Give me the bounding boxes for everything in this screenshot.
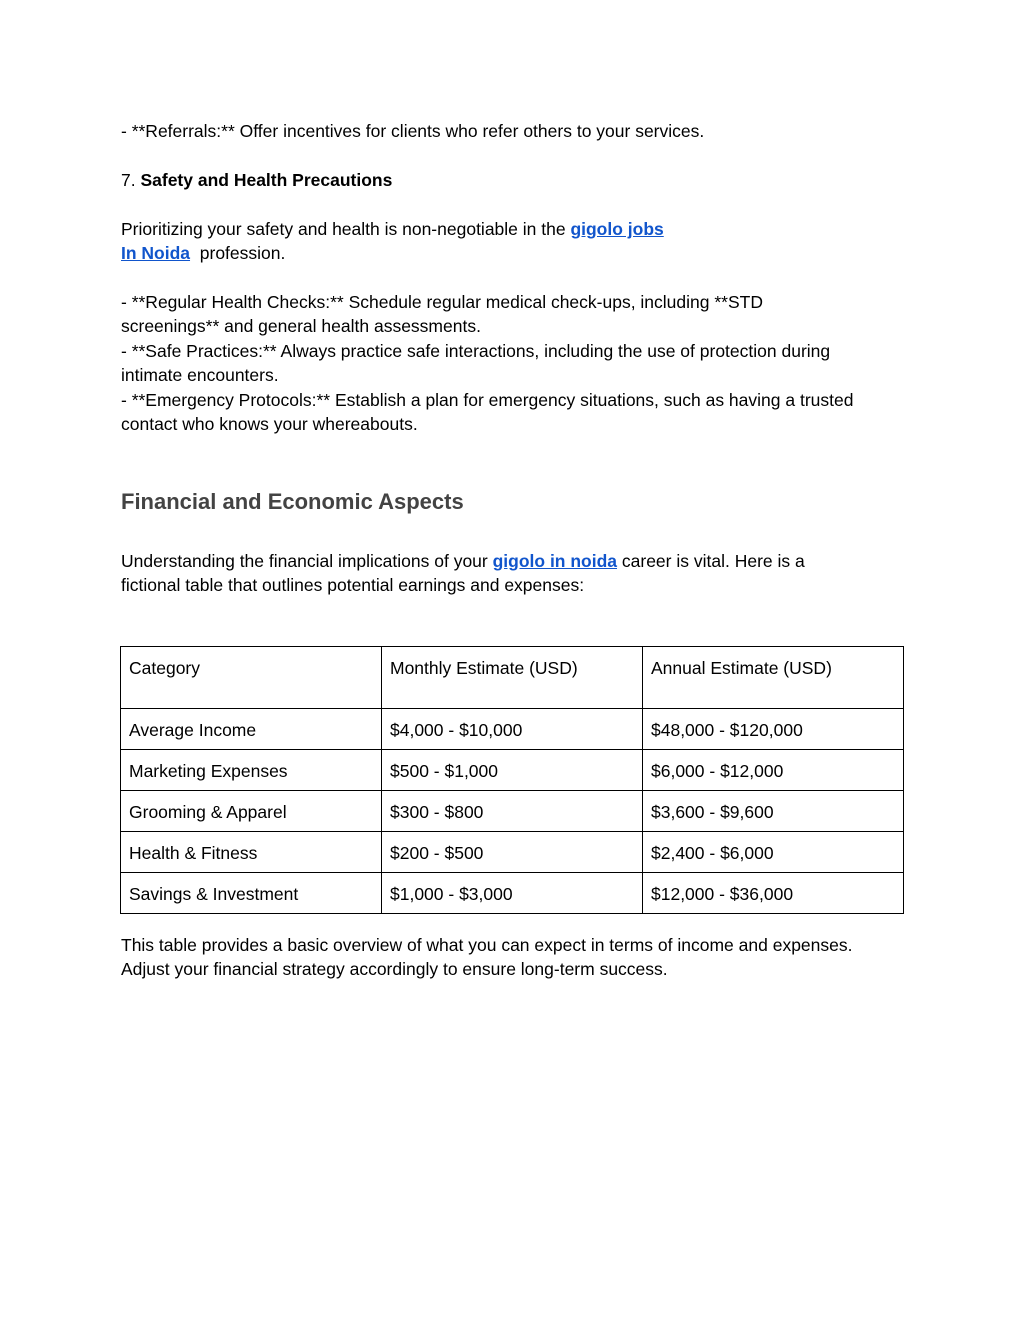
bullet-line: - **Regular Health Checks:** Schedule regular medical check-ups, including **STD: [121, 292, 763, 312]
table-cell: $200 - $500: [382, 832, 643, 873]
table-cell: Average Income: [121, 709, 382, 750]
table-cell: Savings & Investment: [121, 873, 382, 914]
section-title: Safety and Health Precautions: [140, 170, 393, 190]
bullet-line: intimate encounters.: [121, 365, 279, 385]
table-cell: $300 - $800: [382, 791, 643, 832]
table-cell: $500 - $1,000: [382, 750, 643, 791]
bullet-line: - **Safe Practices:** Always practice safe interactions, including the use of protection during: [121, 341, 831, 361]
in-noida-link[interactable]: In Noida: [121, 243, 191, 263]
table-cell: $3,600 - $9,600: [643, 791, 904, 832]
table-row: [121, 832, 904, 873]
table-cell: $48,000 - $120,000: [643, 709, 904, 750]
financial-intro-line-2: fictional table that outlines potential earnings and expenses:: [121, 575, 585, 595]
table-cell: $4,000 - $10,000: [382, 709, 643, 750]
financial-intro-line-1: [121, 549, 805, 574]
table-row: [121, 873, 904, 914]
table-cell: $2,400 - $6,000: [643, 832, 904, 873]
gigolo-jobs-link[interactable]: gigolo jobs: [570, 219, 664, 239]
table-cell: Health & Fitness: [121, 832, 382, 873]
table-cell: Grooming & Apparel: [121, 791, 382, 832]
section-number: 7.: [121, 170, 141, 190]
table-row: [121, 750, 904, 791]
section-7-heading: [121, 168, 392, 193]
table-cell: Marketing Expenses: [121, 750, 382, 791]
referrals-bullet: - **Referrals:** Offer incentives for clients who refer others to your services.: [121, 121, 705, 141]
bullet-line: screenings** and general health assessments.: [121, 316, 481, 336]
table-cell: $6,000 - $12,000: [643, 750, 904, 791]
financial-intro-tail: career is vital. Here is a: [617, 551, 805, 571]
bullet-line: contact who knows your whereabouts.: [121, 414, 418, 434]
table-cell: $1,000 - $3,000: [382, 873, 643, 914]
table-header-cell: Annual Estimate (USD): [643, 647, 904, 709]
closing-line-2: Adjust your financial strategy accordingly to ensure long-term success.: [121, 959, 668, 979]
earnings-table: [120, 646, 904, 914]
safety-intro-line-2: [121, 241, 285, 266]
bullet-line: - **Emergency Protocols:** Establish a plan for emergency situations, such as having a trusted: [121, 390, 854, 410]
safety-intro-text: Prioritizing your safety and health is non-negotiable in the: [121, 219, 571, 239]
gigolo-in-noida-link[interactable]: gigolo in noida: [492, 551, 618, 571]
section-heading: Financial and Economic Aspects: [121, 489, 464, 514]
financial-intro-text: Understanding the financial implications of your: [121, 551, 493, 571]
safety-intro-tail: profession.: [190, 243, 286, 263]
table-row: [121, 791, 904, 832]
table-header-cell: Category: [121, 647, 382, 709]
table-header-cell: Monthly Estimate (USD): [382, 647, 643, 709]
safety-intro-line-1: [121, 217, 664, 242]
table-row: [121, 709, 904, 750]
table-cell: $12,000 - $36,000: [643, 873, 904, 914]
closing-line-1: This table provides a basic overview of what you can expect in terms of income and expenses.: [121, 935, 853, 955]
table-header-row: [121, 647, 904, 709]
